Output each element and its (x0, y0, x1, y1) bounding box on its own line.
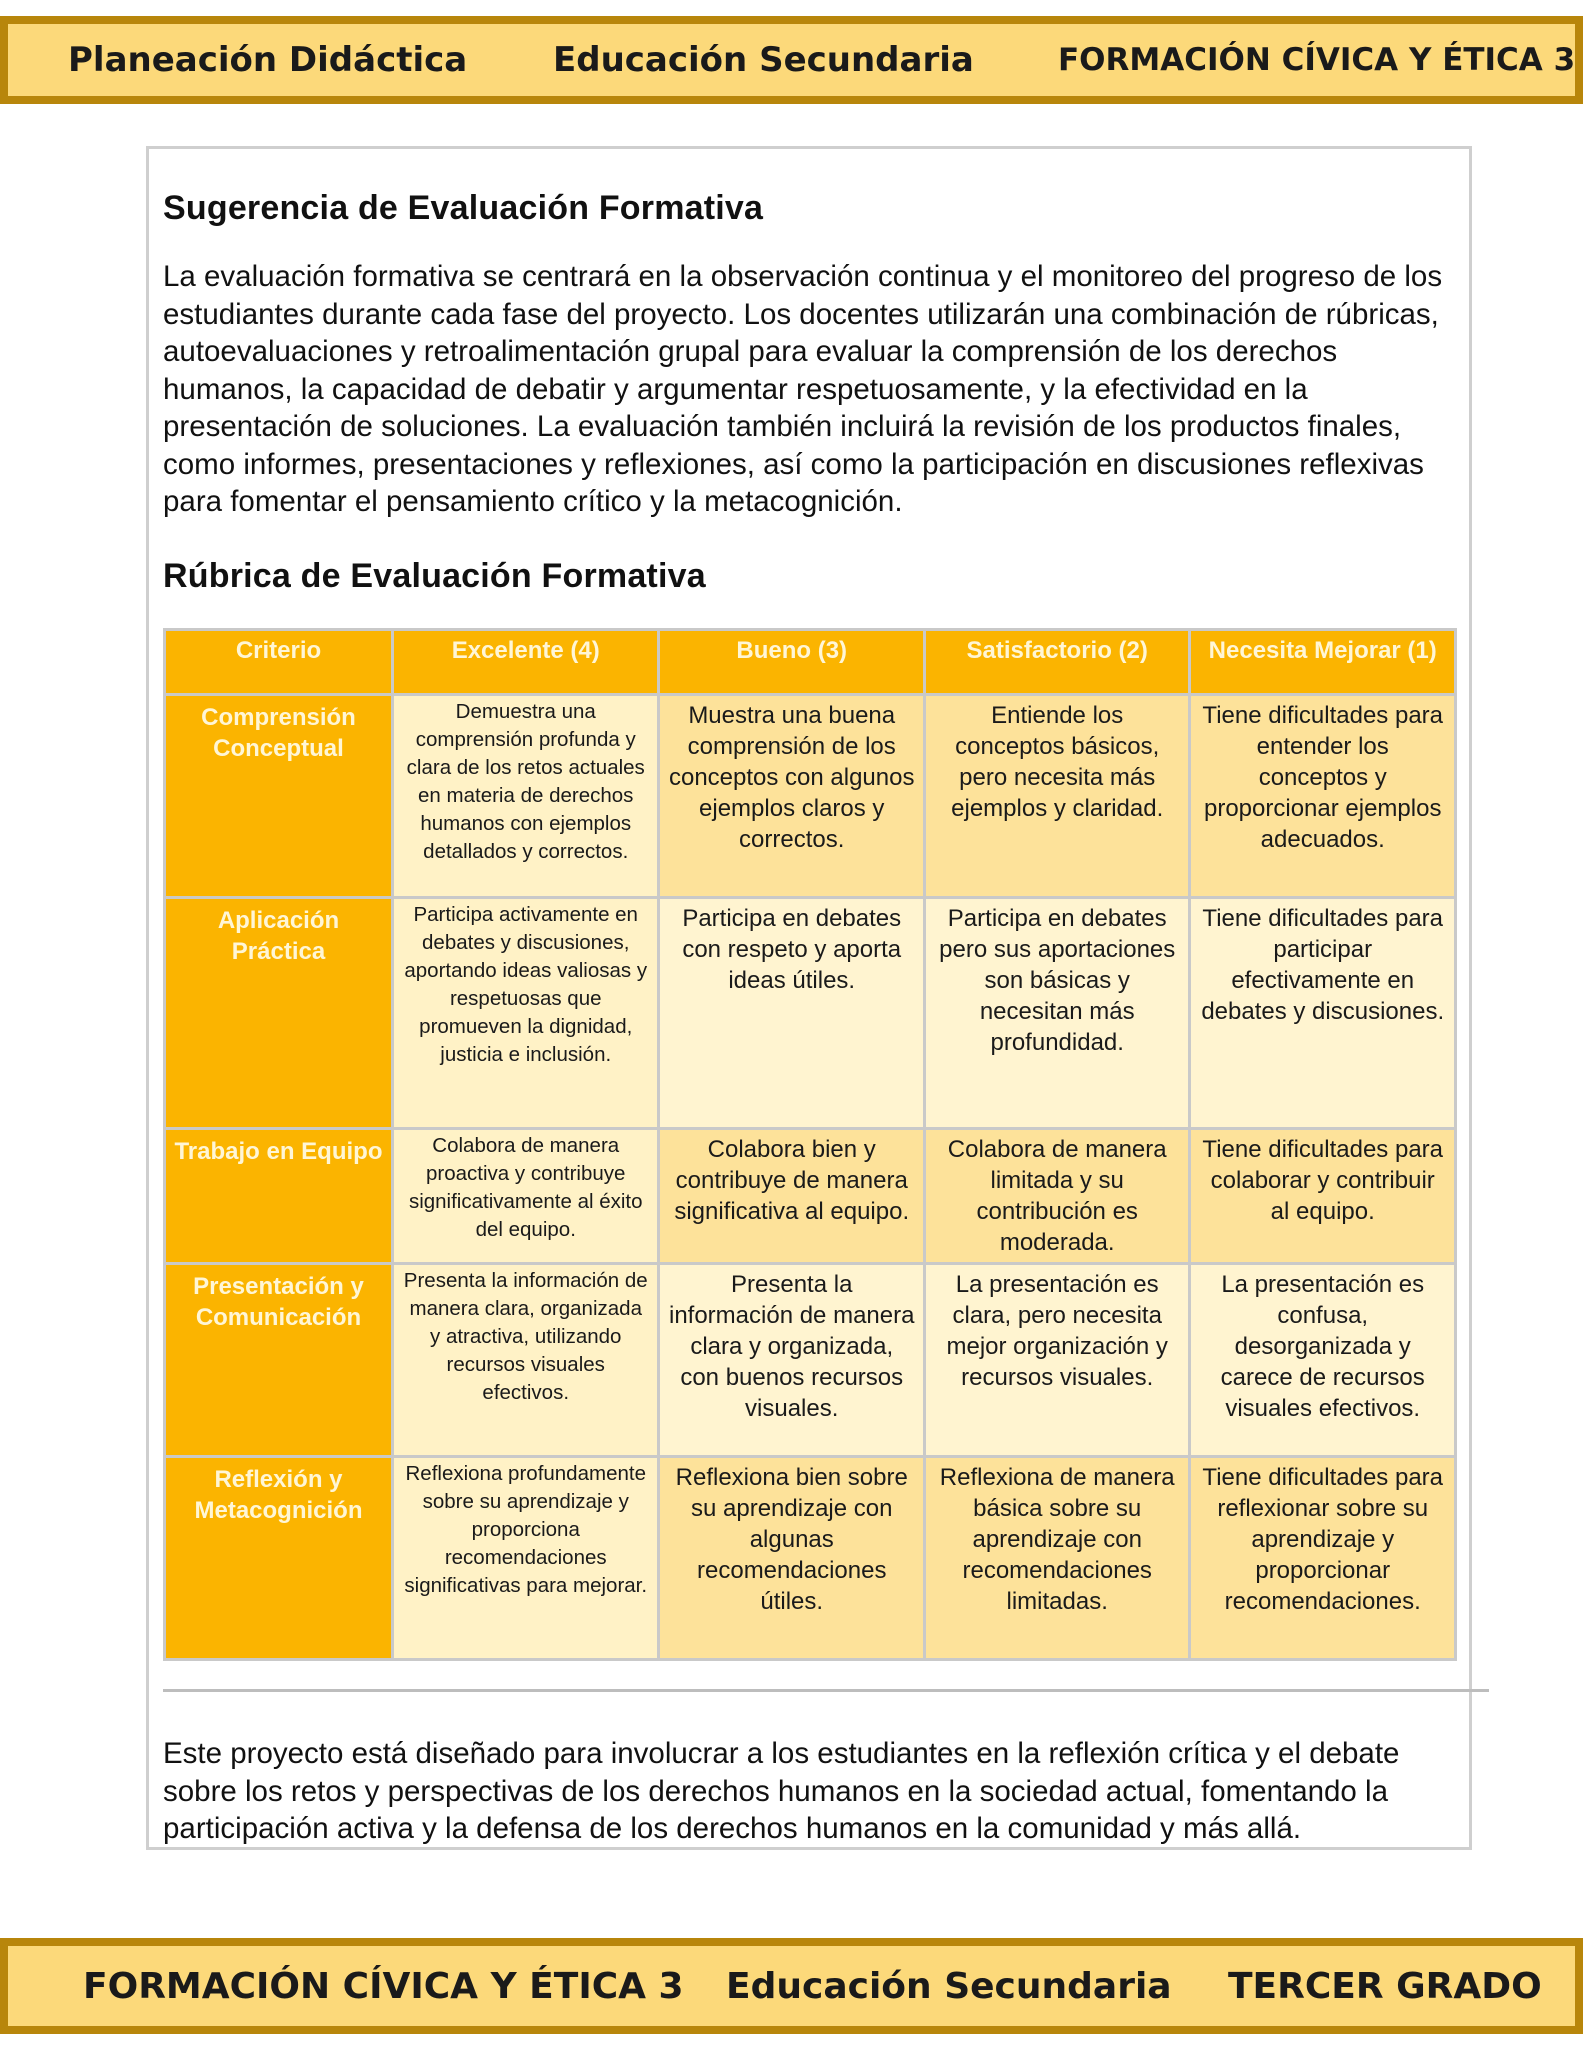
header-planning-title: Planeación Didáctica (68, 40, 468, 80)
header-level: Educación Secundaria (553, 40, 974, 80)
good-cell: Presenta la información de manera clara y organizada, con buenos recursos visuales. (660, 1265, 922, 1455)
criterion-cell: Aplicación Práctica (166, 899, 391, 1127)
satisfactory-cell: La presentación es clara, pero necesita mejor organización y recursos visuales. (926, 1265, 1188, 1455)
satisfactory-cell: Colabora de manera limitada y su contribución es moderada. (926, 1130, 1188, 1262)
footer-subject: FORMACIÓN CÍVICA Y ÉTICA 3 (83, 1965, 684, 2007)
rubric-header-satisfactory: Satisfactorio (2) (926, 631, 1188, 693)
rubric-table (163, 628, 1457, 1661)
good-cell: Reflexiona bien sobre su aprendizaje con algunas recomendaciones útiles. (660, 1458, 922, 1658)
excellent-cell: Participa activamente en debates y discusiones, aportando ideas valiosas y respetuosas que promueven la dignidad, justicia e inclusión. (394, 899, 658, 1127)
good-cell: Muestra una buena comprensión de los conceptos con algunos ejemplos claros y correctos. (660, 696, 922, 896)
criterion-cell: Trabajo en Equipo (166, 1130, 391, 1262)
table-row (166, 696, 1454, 896)
header-subject: FORMACIÓN CÍVICA Y ÉTICA 3 (1058, 42, 1576, 78)
satisfactory-cell: Participa en debates pero sus aportaciones son básicas y necesitan más profundidad. (926, 899, 1188, 1127)
needs-improvement-cell: La presentación es confusa, desorganizada y carece de recursos visuales efectivos. (1191, 1265, 1454, 1455)
rubric-header-needs-improvement: Necesita Mejorar (1) (1191, 631, 1454, 693)
excellent-cell: Reflexiona profundamente sobre su aprendizaje y proporciona recomendaciones significativas para mejorar. (394, 1458, 658, 1658)
evaluation-paragraph: La evaluación formativa se centrará en la observación continua y el monitoreo del progreso de los estudiantes durante cada fase del proyecto. Los docentes utilizarán una combinación de rúbricas, autoevaluaciones y retroalimentación grupal para evaluar la comprensión de los derechos humanos, la capacidad de debatir y argumentar respetuosamente, y la efectividad en la presentación de soluciones. La evaluación también incluirá la revisión de los productos finales, como informes, presentaciones y reflexiones, así como la participación en discusiones reflexivas para fomentar el pensamiento crítico y la metacognición. (163, 260, 1443, 518)
needs-improvement-cell: Tiene dificultades para colaborar y contribuir al equipo. (1191, 1130, 1454, 1262)
good-cell: Participa en debates con respeto y aporta ideas útiles. (660, 899, 922, 1127)
rubric-header-excellent: Excelente (4) (394, 631, 658, 693)
satisfactory-cell: Reflexiona de manera básica sobre su aprendizaje con recomendaciones limitadas. (926, 1458, 1188, 1658)
rubric-header-good: Bueno (3) (660, 631, 922, 693)
excellent-cell: Colabora de manera proactiva y contribuye significativamente al éxito del equipo. (394, 1130, 658, 1262)
rubric-header-row (166, 631, 1454, 693)
section-title-rubric: Rúbrica de Evaluación Formativa (163, 556, 706, 595)
rubric-header-criterion: Criterio (166, 631, 391, 693)
table-row (166, 1265, 1454, 1455)
page-header (0, 16, 1583, 104)
table-row (166, 1130, 1454, 1262)
needs-improvement-cell: Tiene dificultades para participar efectivamente en debates y discusiones. (1191, 899, 1454, 1127)
section-title-evaluation: Sugerencia de Evaluación Formativa (163, 189, 764, 227)
criterion-cell: Comprensión Conceptual (166, 696, 391, 896)
page-footer (0, 1938, 1583, 2034)
criterion-cell: Presentación y Comunicación (166, 1265, 391, 1455)
criterion-cell: Reflexión y Metacognición (166, 1458, 391, 1658)
table-row (166, 1458, 1454, 1658)
closing-paragraph: Este proyecto está diseñado para involucrar a los estudiantes en la reflexión crítica y el debate sobre los retos y perspectivas de los derechos humanos en la sociedad actual, fomentando la participación activa y la defensa de los derechos humanos en la comunidad y más allá. (163, 1737, 1400, 1845)
content-card (146, 146, 1472, 1850)
footer-level: Educación Secundaria (726, 1965, 1172, 2007)
footer-grade: TERCER GRADO (1228, 1965, 1542, 2007)
table-row (166, 899, 1454, 1127)
satisfactory-cell: Entiende los conceptos básicos, pero necesita más ejemplos y claridad. (926, 696, 1188, 896)
excellent-cell: Presenta la información de manera clara, organizada y atractiva, utilizando recursos visuales efectivos. (394, 1265, 658, 1455)
good-cell: Colabora bien y contribuye de manera significativa al equipo. (660, 1130, 922, 1262)
needs-improvement-cell: Tiene dificultades para entender los conceptos y proporcionar ejemplos adecuados. (1191, 696, 1454, 896)
section-divider (163, 1689, 1489, 1692)
needs-improvement-cell: Tiene dificultades para reflexionar sobre su aprendizaje y proporcionar recomendaciones. (1191, 1458, 1454, 1658)
excellent-cell: Demuestra una comprensión profunda y clara de los retos actuales en materia de derechos humanos con ejemplos detallados y correctos. (394, 696, 658, 896)
